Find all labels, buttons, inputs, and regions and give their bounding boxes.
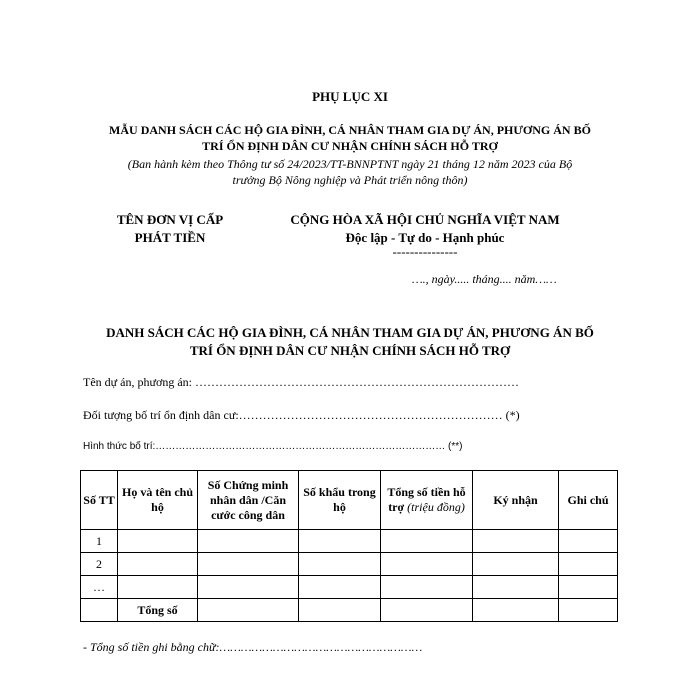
project-name-field: Tên dự án, phương án: ……………………………………………………………………… [83, 375, 519, 389]
table-cell [299, 553, 381, 576]
header-stt: Số TT [81, 471, 118, 530]
header-note: Ghi chú [559, 471, 618, 530]
table-cell [381, 530, 473, 553]
table-cell [198, 599, 299, 622]
header-household-members: Số khẩu trong hộ [299, 471, 381, 530]
national-motto: Độc lập - Tự do - Hạnh phúc [345, 230, 505, 245]
resettlement-target-field: Đối tượng bố trí ổn định dân cư:………………………………………………………… (*) [83, 408, 520, 422]
table-cell [559, 599, 618, 622]
table-cell [198, 576, 299, 599]
table-row [81, 553, 618, 576]
row-number: 2 [81, 553, 118, 576]
table-cell [473, 576, 559, 599]
header-id-number: Số Chứng minh nhân dân /Căn cước công dân [198, 471, 299, 530]
table-cell [198, 530, 299, 553]
header-household-head: Họ và tên chủ hộ [118, 471, 198, 530]
issuing-unit [100, 211, 240, 247]
table-row [81, 530, 618, 553]
table-cell [81, 599, 118, 622]
row-number: … [81, 576, 118, 599]
arrangement-form-field: Hình thức bố trí:…………………………………………………………………………… (**) [83, 441, 463, 452]
row-number: 1 [81, 530, 118, 553]
issuing-unit-line-2: PHÁT TIỀN [134, 230, 206, 245]
table-cell [473, 599, 559, 622]
table-cell [299, 576, 381, 599]
table-header-row [81, 471, 618, 530]
appendix-title: PHỤ LỤC XI [312, 89, 388, 104]
table-cell [299, 530, 381, 553]
table-cell [559, 553, 618, 576]
table-cell [198, 553, 299, 576]
table-cell [473, 553, 559, 576]
table-cell [473, 530, 559, 553]
total-row [81, 599, 618, 622]
table-cell [118, 553, 198, 576]
household-table [80, 470, 618, 622]
issuing-unit-line-1: TÊN ĐƠN VỊ CẤP [116, 212, 224, 227]
issued-note [60, 156, 640, 188]
form-title [40, 122, 660, 154]
total-in-words: - Tổng số tiền ghi bằng chữ:………………………………………………… [83, 640, 423, 654]
form-title-line-1: MẪU DANH SÁCH CÁC HỘ GIA ĐÌNH, CÁ NHÂN THAM GIA DỰ ÁN, PHƯƠNG ÁN BỐ [109, 123, 591, 137]
total-label: Tổng số [118, 599, 198, 622]
motto-separator: --------------- [392, 244, 458, 259]
table-cell [118, 530, 198, 553]
table-cell [559, 576, 618, 599]
republic-header [265, 211, 585, 257]
table-cell [381, 599, 473, 622]
table-cell [559, 530, 618, 553]
header-total-support [381, 471, 473, 530]
table-cell [381, 576, 473, 599]
issued-note-line-2: trưởng Bộ Nông nghiệp và Phát triển nông thôn) [232, 173, 468, 187]
table-cell [381, 553, 473, 576]
date-line: …., ngày..... tháng.... năm…… [412, 272, 557, 286]
republic-name: CỘNG HÒA XÃ HỘI CHỦ NGHĨA VIỆT NAM [290, 212, 560, 227]
list-title-line-2: TRÍ ỔN ĐỊNH DÂN CƯ NHẬN CHÍNH SÁCH HỖ TRỢ [189, 343, 511, 358]
table-row [81, 576, 618, 599]
form-title-line-2: TRÍ ỔN ĐỊNH DÂN CƯ NHẬN CHÍNH SÁCH HỖ TRỢ [202, 139, 498, 153]
list-title [40, 324, 660, 360]
header-signature: Ký nhận [473, 471, 559, 530]
issued-note-line-1: (Ban hành kèm theo Thông tư số 24/2023/TT-BNNPTNT ngày 21 tháng 12 năm 2023 của Bộ [127, 157, 573, 171]
header-total-support-label: Tổng số tiền hỗ trợ [387, 485, 466, 514]
header-total-support-unit: (triệu đồng) [407, 500, 465, 514]
list-title-line-1: DANH SÁCH CÁC HỘ GIA ĐÌNH, CÁ NHÂN THAM GIA DỰ ÁN, PHƯƠNG ÁN BỐ [106, 325, 594, 340]
table-cell [299, 599, 381, 622]
table-cell [118, 576, 198, 599]
